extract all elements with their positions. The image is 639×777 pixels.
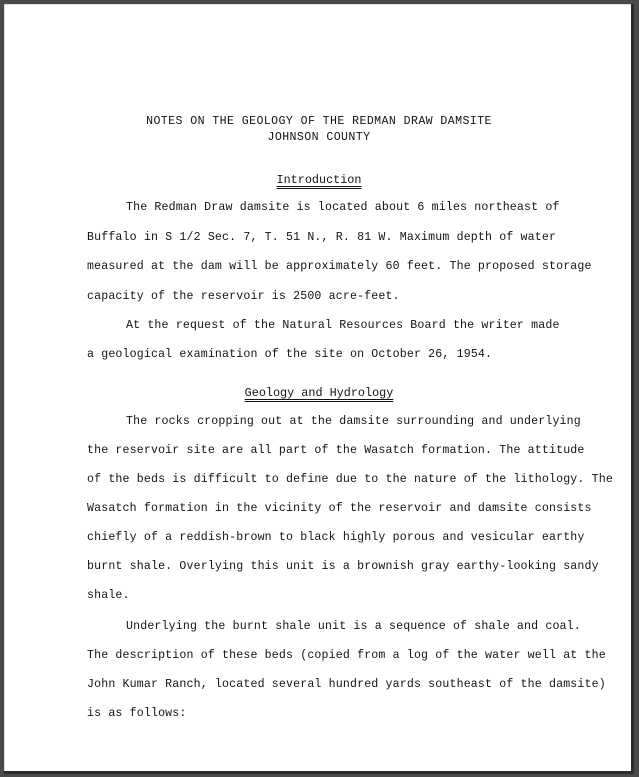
document-title: NOTES ON THE GEOLOGY OF THE REDMAN DRAW DAMSITE: [146, 115, 492, 128]
paragraph-line: Wasatch formation in the vicinity of the reservoir and damsite consists: [87, 502, 592, 515]
document-subtitle: JOHNSON COUNTY: [267, 131, 371, 144]
scan-edge-bottom: [4, 771, 634, 774]
paragraph-line: is as follows:: [87, 707, 187, 720]
paragraph-line: shale.: [87, 589, 130, 602]
paragraph-line: burnt shale. Overlying this unit is a brownish gray earthy-looking sandy: [87, 560, 599, 573]
paragraph-line: The description of these beds (copied from a log of the water well at the: [87, 649, 606, 662]
paragraph-line: the reservoir site are all part of the Wasatch formation. The attitude: [87, 444, 585, 457]
paragraph-line: Buffalo in S 1/2 Sec. 7, T. 51 N., R. 81 W. Maximum depth of water: [87, 231, 557, 244]
paragraph-line: measured at the dam will be approximately 60 feet. The proposed storage: [87, 260, 592, 273]
paragraph-line: The Redman Draw damsite is located about 6 miles northeast of: [126, 201, 560, 214]
section-heading-text: Geology and Hydrology: [244, 386, 394, 400]
paragraph-line: capacity of the reservoir is 2500 acre-feet.: [87, 290, 400, 303]
section-heading-geology: [4, 386, 634, 400]
section-heading-text: Introduction: [276, 173, 362, 187]
paragraph-line: Underlying the burnt shale unit is a sequence of shale and coal.: [126, 620, 581, 633]
paragraph-line: of the beds is difficult to define due to the nature of the lithology. The: [87, 473, 613, 486]
section-heading-introduction: [4, 173, 634, 187]
paragraph-line: John Kumar Ranch, located several hundred yards southeast of the damsite): [87, 678, 606, 691]
paragraph-line: chiefly of a reddish-brown to black highly porous and vesicular earthy: [87, 531, 585, 544]
document-page: [4, 4, 634, 774]
scan-edge-right: [631, 4, 634, 774]
paragraph-line: The rocks cropping out at the damsite surrounding and underlying: [126, 415, 581, 428]
paragraph-line: a geological examination of the site on October 26, 1954.: [87, 348, 493, 361]
paragraph-line: At the request of the Natural Resources Board the writer made: [126, 319, 560, 332]
